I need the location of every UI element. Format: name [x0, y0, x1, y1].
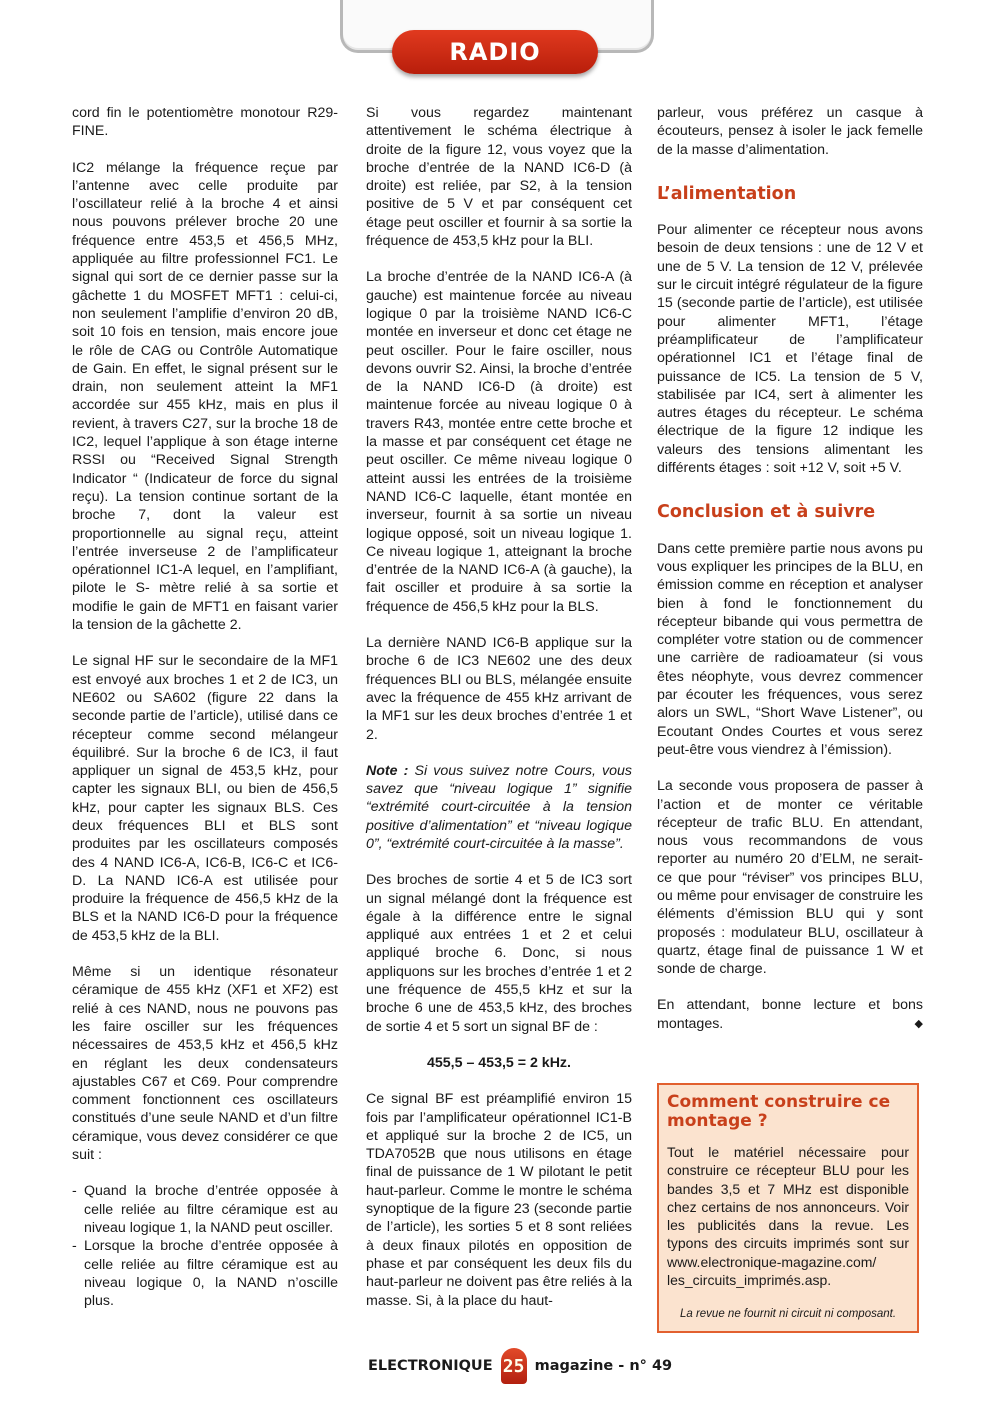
section-title: RADIO — [449, 38, 541, 66]
section-heading-alimentation: L’alimentation — [657, 183, 797, 204]
footer-magazine-name: ELECTRONIQUE — [368, 1358, 493, 1374]
paragraph: Ce signal BF est préamplifié environ 15 fois par l’amplificateur opérationnel IC1-B et appliqué sur la broche 2 de IC5, un TDA7052B que nous utilisons en étage final de puissance de 1 W pilotant le petit haut-parleur. Comme le montre le schéma synoptique de la figure 23 (seconde partie de l’article), les sorties 5 et 8 sont reliées à deux finaux pilotés en opposition de phase et par conséquent les deux fils du haut-parleur ne doivent pas être reliés à la masse. Si, à la place du haut- — [366, 1091, 632, 1309]
info-box-text: Tout le matériel nécessaire pour construire ce récepteur BLU pour les bandes 3,5 et 7 MHz est disponible chez certains de nos annonceurs. Voir les publicités dans la revue. Les typons des circuits imprimés sont sur www.electronique-magazine.com/ les_circuits_imprimés.asp. — [667, 1144, 909, 1289]
page-number: 25 — [501, 1348, 527, 1384]
column-1 — [72, 104, 338, 1310]
paragraph: La dernière NAND IC6-B applique sur la broche 6 de IC3 NE602 une des deux fréquences BLI ou BLS, mélangée ensuite avec la fréquence de 455 kHz arrivant de la MF1 sur les deux broches d’entrée 1 et 2. — [366, 635, 632, 743]
section-banner — [392, 30, 598, 74]
paragraph: La seconde vous proposera de passer à l’action et de monter ce véritable récepteur de trafic BLU. En attendant, nous vous recommandons de vous reporter au numéro 20 d’ELM, ne serait-ce que pour “réviser” vos principes BLU, ou même pour envisager de construire les éléments d’émission BLU qui y sont proposés : modulateur BLU, oscillateur à quartz, étage final de puissance 1 W et sonde de charge. — [657, 778, 923, 978]
note-label: Note : — [366, 762, 409, 779]
info-box-disclaimer: La revue ne fournit ni circuit ni composant. — [679, 1308, 897, 1321]
paragraph: Même si un identique résonateur céramique de 455 kHz (XF1 et XF2) est relié à ces NAND, nous ne pouvons pas les faire osciller sur les fréquences nécessaires de 453,5 kHz et 456,5 kHz en réglant les deux condensateurs ajustables C67 et C69. Pour comprendre comment fonctionnent ces oscillateurs constitués d’une seule NAND et d’un filtre céramique, vous devez considérer ce que suit : — [72, 964, 338, 1164]
section-heading-conclusion: Conclusion et à suivre — [657, 502, 876, 523]
paragraph: IC2 mélange la fréquence reçue par l’antenne avec celle produite par l’oscillateur relié à la broche 4 et ainsi nous pouvons prélever broche 20 une fréquence entre 453,5 et 456,5 MHz, appliquée au filtre professionnel FC1. Le signal qui sort de ce dernier passe sur la gâchette 1 du MOSFET MFT1 : celui-ci, non seulement l’amplifie d’environ 20 dB, soit 10 fois en tension, mais encore joue le rôle de CAG ou Contrôle Automatique de Gain. En effet, le signal présent sur le drain, non seulement atteint la MF1 accordée sur 455 kHz, mais en plus il revient, à travers C27, sur la broche 18 de IC2, lequel l’applique à son étage interne RSSI ou “Received Signal Strength Indicator “ (Indicateur de force du signal reçu). La tension continue sortant de la broche 7, dont la valeur est proportionnelle au signal reçu, atteint l’entrée inverseuse 2 de l’amplificateur opérationnel IC1-A lequel, en l’amplifiant, pilote le S- mètre relié à sa sortie et modifie le gain de MFT1 en faisant varier la tension de la gâchette 2. — [72, 159, 338, 634]
paragraph-text: En attendant, bonne lecture et bons montages. — [657, 997, 923, 1032]
list-item: - Quand la broche d’entrée opposée à celle reliée au filtre céramique est au niveau logique 1, la NAND peut osciller. — [72, 1182, 338, 1237]
paragraph: La broche d’entrée de la NAND IC6-A (à gauche) est maintenue forcée au niveau logique 0 par la troisième NAND IC6-C montée en inverseur et donc cet étage ne peut osciller. Pour le faire osciller, nous devons ouvrir S2. Ainsi, la broche d’entrée de la NAND IC6-D (à droite) est maintenue forcée au niveau logique 0 à travers R43, montée entre cette broche et la masse et par conséquent cet étage ne peut osciller. Ce même niveau logique 0 atteint aussi les entrées de la troisième NAND IC6-C laquelle, étant montée en inverseur, fournit à sa sortie un niveau logique opposé, soit un niveau logique 1. Ce niveau logique 1, atteignant la broche d’entrée de la NAND IC6-A (à gauche), la fait osciller et produire à sa sortie la fréquence de 456,5 kHz pour la BLS. — [366, 269, 632, 615]
paragraph: parleur, vous préférez un casque à écouteurs, pensez à isoler le jack femelle de la masse d’alimentation. — [657, 105, 923, 158]
paragraph: Des broches de sortie 4 et 5 de IC3 sort un signal mélangé dont la fréquence est égale à la différence entre le signal appliqué aux entrées 1 et 2 et celui appliqué broche 6. Donc, si nous appliquons sur les broches d’entrée 1 et 2 une fréquence de 455,5 kHz et sur la broche 6 une de 453,5 kHz, des broches de sortie 4 et 5 sort un signal BF de : — [366, 872, 632, 1035]
column-3 — [657, 104, 923, 1051]
info-box-title: Comment construire ce montage ? — [667, 1092, 891, 1131]
note-paragraph — [366, 762, 632, 853]
paragraph: Le signal HF sur le secondaire de la MF1 est envoyé aux broches 1 et 2 de IC3, un NE602 ou SA602 (figure 22 dans la seconde partie de l’article), utilisé dans ce récepteur comme second mélangeur équilibré. Sur la broche 6 de IC3, il faut appliquer un signal de 453,5 kHz, pour capter les signaux BLI, ou bien de 456,5 kHz, pour capter les signaux BLS. Ces deux fréquences BLI et BLS sont produites par les oscillateurs composés des 4 NAND IC6-A, IC6-B, IC6-C et IC6-D. La NAND IC6-A est utilisée pour produire la fréquence de 456,5 kHz de la BLS et la NAND IC6-D pour la fréquence de 453,5 kHz de la BLI. — [72, 653, 338, 944]
paragraph-last — [657, 996, 923, 1033]
paragraph: cord fin le potentiomètre monotour R29-FINE. — [72, 105, 338, 140]
formula: 455,5 – 453,5 = 2 kHz. — [427, 1054, 571, 1071]
paragraph: Pour alimenter ce récepteur nous avons besoin de deux tensions : une de 12 V et une de 5 V. La tension de 12 V, prélevée sur le circuit intégré régulateur de la figure 15 (seconde partie de l’article), est utilisée pour alimenter MFT1, l’étage préamplificateur de l’amplificateur opérationnel IC1 et l’étage final de puissance de IC5. La tension de 5 V, stabilisée par IC4, sert à alimenter les autres étages du récepteur. Le schéma électrique de la figure 12 indique les valeurs des tensions alimentant les différents étages : soit +12 V, soit +5 V. — [657, 222, 923, 477]
column-2 — [366, 104, 632, 1328]
paragraph: Si vous regardez maintenant attentivement le schéma électrique à droite de la figure 12, vous voyez que la broche d’entrée de la NAND IC6-D (à droite) est reliée, par S2, à la tension positive de 5 V et par conséquent cet étage peut osciller et fournir à sa sortie la fréquence de 453,5 kHz pour la BLI. — [366, 105, 632, 250]
dash-list — [72, 1182, 338, 1310]
page-footer — [368, 1348, 672, 1384]
info-box — [657, 1083, 919, 1333]
list-item: - Lorsque la broche d’entrée opposée à celle reliée au filtre céramique est au niveau logique 0, la NAND n’oscille plus. — [72, 1237, 338, 1310]
paragraph: Dans cette première partie nous avons pu vous expliquer les principes de la BLU, en émission comme en réception et analyser bien à fond le fonctionnement du récepteur bibande qui vous permettra de compléter votre station ou de commencer une carrière de radioamateur (si vous êtes néophyte, vous devrez commencer par écouter les fréquences, vous serez alors un SWL, “Short Wave Listener”, ou Ecoutant Ondes Courtes et vous serez peut-être vous viendrez à l’émission). — [657, 540, 923, 758]
end-mark-icon: ◆ — [914, 1017, 923, 1030]
footer-issue: magazine - n° 49 — [534, 1358, 673, 1374]
note-text: Si vous suivez notre Cours, vous savez que “niveau logique 1” signifie “extrémité court-circuitée à la tension positive d’alimentation” et “niveau logique 0”, “extrémité court-circuitée à la masse”. — [366, 762, 632, 852]
